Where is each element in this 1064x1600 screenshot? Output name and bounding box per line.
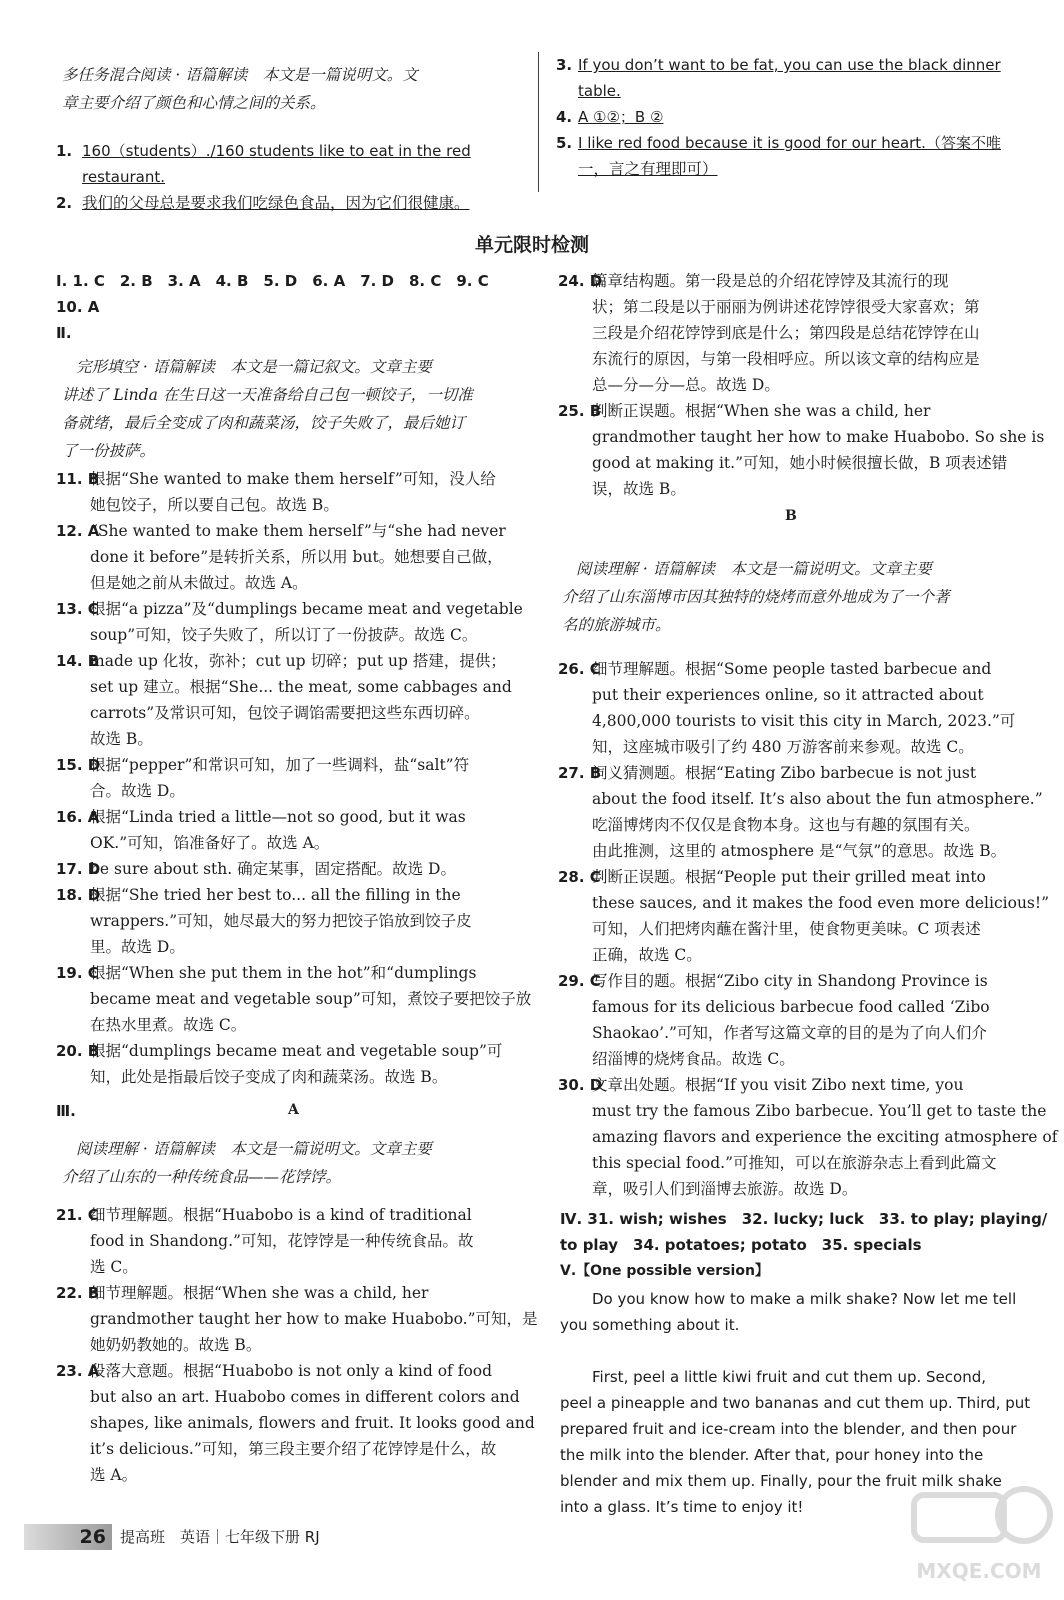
answer-line: 我们的父母总是要求我们吃绿色食品，因为它们很健康。 bbox=[82, 194, 470, 212]
answer-line: If you don’t want to be fat, you can use the black dinner bbox=[578, 56, 1001, 74]
watermark-text: MXQE.COM bbox=[916, 1559, 1042, 1583]
explanation-line: grandmother taught her how to make Huabobo.”可知，是 bbox=[90, 1310, 538, 1328]
essay-line: Do you know how to make a milk shake? Now let me tell bbox=[592, 1290, 1017, 1308]
explanation-line: carrots”及常识可知，包饺子调馅需要把这些东西切碎。 bbox=[90, 704, 480, 722]
explanation-line: became meat and vegetable soup”可知，煮饺子要把饺子放 bbox=[90, 990, 532, 1008]
intro-line: 阅读理解 · 语篇解读 本文是一篇说明文。文章主要 bbox=[576, 560, 932, 578]
explanation-line: 细节理解题。根据“Huabobo is a kind of traditional bbox=[90, 1206, 472, 1224]
explanation-line: 段落大意题。根据“Huabobo is not only a kind of food bbox=[90, 1362, 493, 1380]
explanation-line: 细节理解题。根据“Some people tasted barbecue and bbox=[592, 660, 992, 678]
intro-line: 讲述了 Linda 在生日这一天准备给自己包一顿饺子，一切准 bbox=[62, 386, 473, 404]
explanation-line: amazing flavors and experience the exciting atmosphere of bbox=[592, 1128, 1058, 1146]
item-number: 17. D bbox=[56, 860, 101, 878]
explanation-line: 选 A。 bbox=[90, 1466, 138, 1484]
explanation-line: 故选 B。 bbox=[90, 730, 153, 748]
intro-line: 完形填空 · 语篇解读 本文是一篇记叙文。文章主要 bbox=[76, 358, 432, 376]
explanation-line: 章，吸引人们到淄博去旅游。故选 D。 bbox=[592, 1180, 858, 1198]
section-label: Ⅴ.【One possible version】 bbox=[560, 1263, 769, 1279]
essay-line: peel a pineapple and two bananas and cut them up. Third, put bbox=[560, 1394, 1031, 1412]
intro-line: 章主要介绍了颜色和心情之间的关系。 bbox=[62, 94, 326, 112]
item-number: 30. D bbox=[558, 1076, 603, 1094]
section-title: 单元限时检测 bbox=[474, 234, 589, 256]
explanation-line: 根据“She wanted to make them herself”可知，没人给 bbox=[90, 470, 496, 488]
explanation-line: grandmother taught her how to make Huabobo. So she is bbox=[592, 428, 1045, 446]
item-number: 3. bbox=[556, 56, 573, 74]
essay-line: blender and mix them up. Finally, pour the fruit milk shake bbox=[560, 1472, 1002, 1490]
explanation-line: 知，此处是指最后饺子变成了肉和蔬菜汤。故选 B。 bbox=[90, 1068, 448, 1086]
explanation-line: 根据“She tried her best to... all the filling in the bbox=[90, 886, 461, 904]
answer-line: restaurant. bbox=[82, 168, 165, 186]
item-number: 5. bbox=[556, 134, 573, 152]
explanation-line: Shaokao’.”可知，作者写这篇文章的目的是为了向人们介 bbox=[592, 1024, 987, 1042]
item-number: 22. B bbox=[56, 1284, 100, 1302]
intro-line: 介绍了山东的一种传统食品——花饽饽。 bbox=[62, 1168, 342, 1186]
explanation-line: food in Shandong.”可知，花饽饽是一种传统食品。故 bbox=[90, 1232, 474, 1250]
intro-line: 多任务混合阅读 · 语篇解读 本文是一篇说明文。文 bbox=[62, 66, 418, 84]
explanation-line: 在热水里煮。故选 C。 bbox=[90, 1016, 247, 1034]
item-number: 24. D bbox=[558, 272, 603, 290]
explanation-line: 可知，人们把烤肉蘸在酱汁里，使食物更美味。C 项表述 bbox=[592, 920, 981, 938]
item-number: 26. C bbox=[558, 660, 601, 678]
explanation-line: 三段是介绍花饽饽到底是什么；第四段是总结花饽饽在山 bbox=[592, 324, 980, 342]
explanation-line: this special food.”可推知，可以在旅游杂志上看到此篇文 bbox=[592, 1154, 997, 1172]
item-number: 16. A bbox=[56, 808, 100, 826]
item-number: 13. C bbox=[56, 600, 99, 618]
item-number: 21. C bbox=[56, 1206, 99, 1224]
page-number-badge bbox=[24, 1524, 112, 1550]
explanation-line: 篇章结构题。第一段是总的介绍花饽饽及其流行的现 bbox=[592, 272, 949, 290]
item-number: 4. bbox=[556, 108, 573, 126]
explanation-line: 4,800,000 tourists to visit this city in March, 2023.”可 bbox=[592, 712, 1016, 730]
intro-line: 介绍了山东淄博市因其独特的烧烤而意外地成为了一个著 bbox=[562, 588, 950, 606]
explanation-line: 根据“When she put them in the hot”和“dumplings bbox=[90, 964, 477, 982]
explanation-line: done it before”是转折关系，所以用 but。她想要自己做， bbox=[90, 548, 503, 566]
explanation-line: good at making it.”可知，她小时候很擅长做，B 项表述错 bbox=[592, 454, 1008, 472]
intro-line: 备就绪，最后全变成了肉和蔬菜汤，饺子失败了，最后她订 bbox=[62, 414, 466, 432]
passage-label: A bbox=[288, 1102, 299, 1118]
explanation-line: but also an art. Huabobo comes in different colors and bbox=[90, 1388, 520, 1406]
explanation-line: 根据“a pizza”及“dumplings became meat and vegetable bbox=[90, 600, 523, 618]
item-number: 19. C bbox=[56, 964, 99, 982]
item-number: 27. B bbox=[558, 764, 602, 782]
explanation-line: 总—分—分—总。故选 D。 bbox=[592, 376, 780, 394]
answer-line: 一，言之有理即可） bbox=[578, 160, 718, 178]
explanation-line: 误，故选 B。 bbox=[592, 480, 686, 498]
answer-line: I like red food because it is good for our heart.（答案不唯 bbox=[578, 134, 1001, 152]
item-number: 1. bbox=[56, 142, 73, 160]
column-divider bbox=[538, 52, 539, 192]
explanation-line: 根据“Linda tried a little—not so good, but it was bbox=[90, 808, 466, 826]
answers-row: to play 34. potatoes; potato 35. specials bbox=[560, 1236, 922, 1254]
explanation-line: 根据“pepper”和常识可知，加了一些调料，盐“salt”符 bbox=[90, 756, 470, 774]
item-number: 18. D bbox=[56, 886, 101, 904]
answer-line: table. bbox=[578, 82, 621, 100]
explanation-line: wrappers.”可知，她尽最大的努力把饺子馅放到饺子皮 bbox=[90, 912, 472, 930]
explanation-line: OK.”可知，馅准备好了。故选 A。 bbox=[90, 834, 330, 852]
explanation-line: 根据“dumplings became meat and vegetable soup”可 bbox=[90, 1042, 503, 1060]
essay-line: the milk into the blender. After that, pour honey into the bbox=[560, 1446, 984, 1464]
item-number: 28. C bbox=[558, 868, 601, 886]
item-number: 14. B bbox=[56, 652, 100, 670]
essay-line: you something about it. bbox=[560, 1316, 740, 1334]
explanation-line: 她包饺子，所以要自己包。故选 B。 bbox=[90, 496, 339, 514]
explanation-line: 细节理解题。根据“When she was a child, her bbox=[90, 1284, 429, 1302]
explanation-line: 吃淄博烤肉不仅仅是食物本身。这也与有趣的氛围有关。 bbox=[592, 816, 980, 834]
explanation-line: made up 化妆，弥补；cut up 切碎；put up 搭建，提供； bbox=[90, 652, 506, 670]
explanation-line: be sure about sth. 确定某事，固定搭配。故选 D。 bbox=[90, 860, 456, 878]
explanation-line: famous for its delicious barbecue food called ‘Zibo bbox=[592, 998, 990, 1016]
explanation-line: 绍淄博的烧烤食品。故选 C。 bbox=[592, 1050, 795, 1068]
explanation-line: 状；第二段是以于丽丽为例讲述花饽饽很受大家喜欢；第 bbox=[592, 298, 980, 316]
answers-row: Ⅳ. 31. wish; wishes 32. lucky; luck 33. to play; playing/ bbox=[560, 1210, 1048, 1228]
essay-line: into a glass. It’s time to enjoy it! bbox=[560, 1498, 804, 1516]
explanation-line: 判断正误题。根据“When she was a child, her bbox=[592, 402, 931, 420]
answer-line: 160（students）./160 students like to eat in the red bbox=[82, 142, 471, 160]
item-number: 29. C bbox=[558, 972, 601, 990]
intro-line: 阅读理解 · 语篇解读 本文是一篇说明文。文章主要 bbox=[76, 1140, 432, 1158]
item-number: 11. B bbox=[56, 470, 100, 488]
essay-line: First, peel a little kiwi fruit and cut them up. Second, bbox=[592, 1368, 986, 1386]
explanation-line: “She wanted to make them herself”与“she had never bbox=[90, 522, 506, 540]
explanation-line: 写作目的题。根据“Zibo city in Shandong Province is bbox=[592, 972, 988, 990]
item-number: 25. B bbox=[558, 402, 602, 420]
explanation-line: 合。故选 D。 bbox=[90, 782, 185, 800]
passage-label: B bbox=[785, 508, 797, 524]
explanation-line: about the food itself. It’s also about the fun atmosphere.” bbox=[592, 790, 1043, 808]
watermark bbox=[904, 1480, 1054, 1590]
explanation-line: 正确，故选 C。 bbox=[592, 946, 702, 964]
item-number: 15. D bbox=[56, 756, 101, 774]
explanation-line: these sauces, and it makes the food even more delicious!” bbox=[592, 894, 1050, 912]
explanation-line: soup”可知，饺子失败了，所以订了一份披萨。故选 C。 bbox=[90, 626, 478, 644]
explanation-line: 她奶奶教她的。故选 B。 bbox=[90, 1336, 262, 1354]
intro-line: 了一份披萨。 bbox=[62, 442, 156, 460]
explanation-line: set up 建立。根据“She... the meat, some cabbages and bbox=[90, 678, 512, 696]
explanation-line: 判断正误题。根据“People put their grilled meat into bbox=[592, 868, 986, 886]
item-number: 20. B bbox=[56, 1042, 100, 1060]
section-label: Ⅲ. bbox=[56, 1102, 76, 1120]
item-number: 12. A bbox=[56, 522, 100, 540]
explanation-line: 里。故选 D。 bbox=[90, 938, 185, 956]
page-number: 26 bbox=[79, 1526, 106, 1548]
intro-line: 名的旅游城市。 bbox=[562, 616, 671, 634]
explanation-line: 选 C。 bbox=[90, 1258, 138, 1276]
item-number: 23. A bbox=[56, 1362, 100, 1380]
answer-line: A ①②；B ② bbox=[578, 108, 664, 126]
explanation-line: 文章出处题。根据“If you visit Zibo next time, you bbox=[592, 1076, 964, 1094]
item-number: 2. bbox=[56, 194, 73, 212]
watermark-logo-icon bbox=[904, 1480, 1054, 1590]
explanation-line: shapes, like animals, flowers and fruit. It looks good and bbox=[90, 1414, 535, 1432]
explanation-line: it’s delicious.”可知，第三段主要介绍了花饽饽是什么，故 bbox=[90, 1440, 497, 1458]
explanation-line: 由此推测，这里的 atmosphere 是“气氛”的意思。故选 B。 bbox=[592, 842, 1007, 860]
essay-line: prepared fruit and ice-cream into the blender, and then pour bbox=[560, 1420, 1017, 1438]
explanation-line: 词义猜测题。根据“Eating Zibo barbecue is not just bbox=[592, 764, 977, 782]
explanation-line: must try the famous Zibo barbecue. You’ll get to taste the bbox=[592, 1102, 1047, 1120]
answers-row: 10. A bbox=[56, 298, 100, 316]
footer-text: 提高班 英语｜七年级下册 RJ bbox=[120, 1528, 320, 1546]
explanation-line: 但是她之前从未做过。故选 A。 bbox=[90, 574, 308, 592]
explanation-line: 东流行的原因，与第一段相呼应。所以该文章的结构应是 bbox=[592, 350, 980, 368]
section-label: Ⅱ. bbox=[56, 324, 72, 342]
answers-row: Ⅰ. 1. C 2. B 3. A 4. B 5. D 6. A 7. D 8. C 9. C bbox=[56, 272, 489, 290]
explanation-line: 知，这座城市吸引了约 480 万游客前来参观。故选 C。 bbox=[592, 738, 974, 756]
explanation-line: put their experiences online, so it attracted about bbox=[592, 686, 984, 704]
